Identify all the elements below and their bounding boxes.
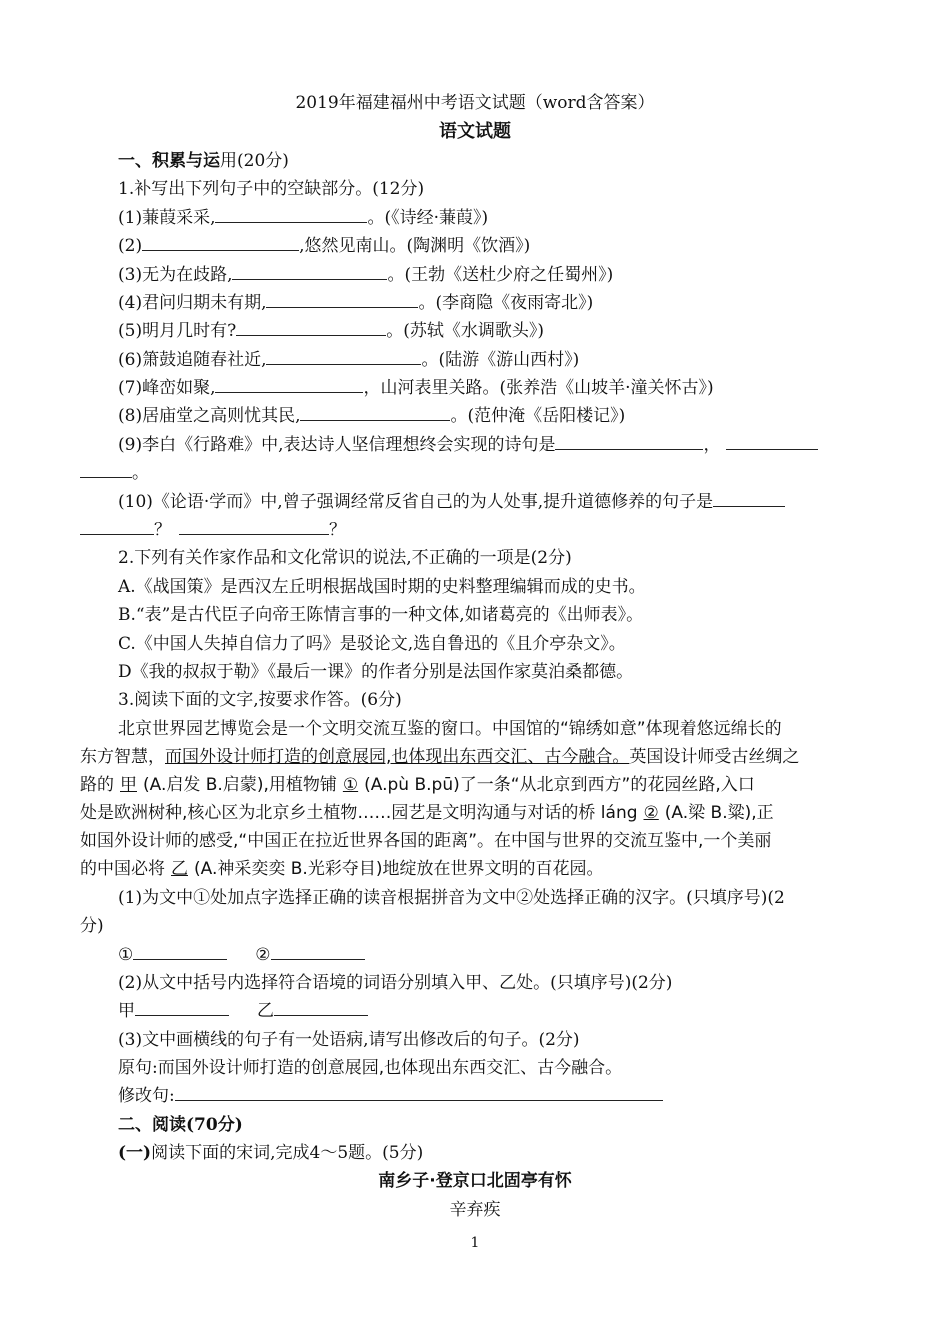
answer-blank[interactable] [215,207,367,223]
underlined-sentence: 而国外设计师打造的创意展园,也体现出东西交汇、古今融合。 [165,747,630,767]
q1-item-source: ,悠然见南山。(陶渊明《饮酒》) [299,236,531,256]
answer-blank[interactable] [179,519,329,535]
q1-item [118,320,544,342]
blank-jia[interactable]: 甲 [120,775,137,795]
answer-label: ② [255,945,271,965]
part1-intro [118,1142,423,1164]
answer-blank[interactable] [133,944,227,960]
q1-item-text: (1)蒹葭采采, [118,208,216,228]
section1-heading-bold: 一、积累与运 [118,151,220,171]
section1-heading-rest: 用(20分) [220,151,289,171]
passage-text: 处是欧洲树种,核心区为北京乡土植物……园艺是文明沟通与对话的桥 láng [80,803,638,823]
answer-blank[interactable] [175,1085,663,1101]
q1-item-punct: ？ [154,520,171,540]
answer-blank[interactable] [266,292,418,308]
q3-stem: 3.阅读下面的文字,按要求作答。(6分) [118,690,402,710]
passage-line: 北京世界园艺博览会是一个文明交流互鉴的窗口。中国馆的“锦绣如意”体现着悠远绵长的 [118,719,782,739]
q1-item-10-cont [80,519,346,541]
q3-sub2-answers [118,1000,368,1022]
q3-sub2: (2)从文中括号内选择符合语境的词语分别填入甲、乙处。(只填序号)(2分) [118,973,673,993]
q1-item-text: (6)箫鼓追随春社近, [118,350,267,370]
document-subtitle: 语文试题 [439,121,511,142]
q1-item-source: 。(陆游《游山西村》) [421,350,580,370]
q1-item-text: (2) [118,236,143,256]
q2-stem: 2.下列有关作家作品和文化常识的说法,不正确的一项是(2分) [118,548,572,568]
section1-heading [118,150,289,172]
q1-item [118,235,530,257]
answer-blank[interactable] [80,519,154,535]
part1-label: (一) [118,1143,152,1163]
passage-text: (A.pù B.pū)了一条“从北京到西方”的花园丝路,入口 [364,775,755,795]
q1-item-10 [118,491,785,513]
q1-item [118,377,714,399]
answer-label: ① [118,945,134,965]
q1-item-source: ，山河表里关路。(张养浩《山坡羊·潼关怀古》) [363,378,714,398]
passage-text: 东方智慧， [80,747,165,767]
passage-text: 路的 [80,775,114,795]
q1-item [118,349,579,371]
answer-blank[interactable] [80,462,132,478]
document-title: 2019年福建福州中考语文试题（word含答案） [295,93,655,113]
passage-line [80,858,603,880]
q1-item-text: (9)李白《行路难》中,表达诗人坚信理想终会实现的诗句是 [118,435,556,455]
passage-line: 如国外设计师的感受,“中国正在拉近世界各国的距离”。在中国与世界的交流互鉴中,一个美丽 [80,831,772,851]
q1-item [118,264,613,286]
original-text: 而国外设计师打造的创意展园,也体现出东西交汇、古今融合。 [157,1058,623,1078]
page-number: 1 [470,1235,480,1251]
answer-blank[interactable] [135,1000,229,1016]
q3-sub1: (1)为文中①处加点字选择正确的读音根据拼音为文中②处选择正确的汉字。(只填序号)(2 [118,888,785,908]
answer-blank[interactable] [232,264,387,280]
revised-sentence [118,1085,663,1107]
part1-text: 阅读下面的宋词,完成4～5题。(5分) [151,1143,424,1163]
q1-item-9 [118,434,818,456]
answer-blank[interactable] [713,491,785,507]
q1-item [118,207,488,229]
answer-blank[interactable] [555,434,703,450]
q1-item-text: (10)《论语·学而》中,曾子强调经常反省自己的为人处事,提升道德修养的句子是 [118,492,714,512]
q1-item-source: 。(王勃《送杜少府之任蜀州》) [387,265,614,285]
answer-blank[interactable] [215,377,363,393]
poem-title: 南乡子·登京口北固亭有怀 [378,1171,572,1191]
answer-blank[interactable] [271,944,365,960]
original-label: 原句: [118,1058,158,1078]
q3-sub3: (3)文中画横线的句子有一处语病,请写出修改后的句子。(2分) [118,1030,580,1050]
q3-sub1-answers [118,944,365,966]
q3-sub1-cont: 分) [80,916,104,936]
answer-blank[interactable] [726,434,818,450]
revised-label: 修改句: [118,1086,175,1106]
q1-item [118,292,593,314]
answer-blank[interactable] [274,1000,368,1016]
passage-text: (A.神采奕奕 B.光彩夺目)地绽放在世界文明的百花园。 [194,859,604,879]
answer-blank[interactable] [236,320,386,336]
q1-item-source: 。(《诗经·蒹葭》) [367,208,489,228]
q1-item-punct: ， [703,435,721,455]
passage-text: 的中国必将 [80,859,165,879]
q1-item-punct: ？ [329,520,346,540]
passage-line [80,774,755,796]
answer-blank[interactable] [300,405,450,421]
q2-option-a: A.《战国策》是西汉左丘明根据战国时期的史料整理编辑而成的史书。 [118,577,646,597]
q1-item-text: (8)居庙堂之高则忧其民, [118,406,301,426]
q1-item [118,405,625,427]
answer-label: 乙 [257,1001,274,1021]
q1-item-source: 。(李商隐《夜雨寄北》) [418,293,594,313]
blank-yi[interactable]: 乙 [171,859,188,879]
q1-item-punct: 。 [132,463,149,483]
q1-stem: 1.补写出下列句子中的空缺部分。(12分) [118,179,425,199]
q1-item-source: 。(苏轼《水调歌头》) [386,321,544,341]
passage-line [80,746,799,768]
q1-item-text: (4)君问归期未有期, [118,293,267,313]
passage-text: (A.梁 B.粱),正 [664,803,774,823]
blank-circle-2[interactable]: ② [643,803,659,823]
q1-item-9-cont [80,462,149,484]
q2-option-d: D《我的叔叔于勒》《最后一课》的作者分别是法国作家莫泊桑都德。 [118,662,634,682]
original-sentence [118,1057,622,1079]
q1-item-source: 。(范仲淹《岳阳楼记》) [450,406,626,426]
answer-label: 甲 [118,1001,135,1021]
section2-heading: 二、阅读(70分) [118,1115,243,1135]
poem-author: 辛弃疾 [449,1200,501,1220]
q1-item-text: (7)峰峦如聚, [118,378,216,398]
passage-text: 英国设计师受古丝绸之 [629,747,800,767]
q1-item-text: (3)无为在歧路, [118,265,233,285]
q1-item-text: (5)明月几时有? [118,321,237,341]
q2-option-b: B.“表”是古代臣子向帝王陈情言事的一种文体,如诸葛亮的《出师表》。 [118,605,644,625]
answer-blank[interactable] [266,349,421,365]
passage-line [80,802,774,824]
answer-blank[interactable] [142,235,299,251]
passage-text: (A.启发 B.启蒙),用植物铺 [143,775,337,795]
q2-option-c: C.《中国人失掉自信力了吗》是驳论文,选自鲁迅的《且介亭杂文》。 [118,634,626,654]
blank-circle-1[interactable]: ① [342,775,359,795]
